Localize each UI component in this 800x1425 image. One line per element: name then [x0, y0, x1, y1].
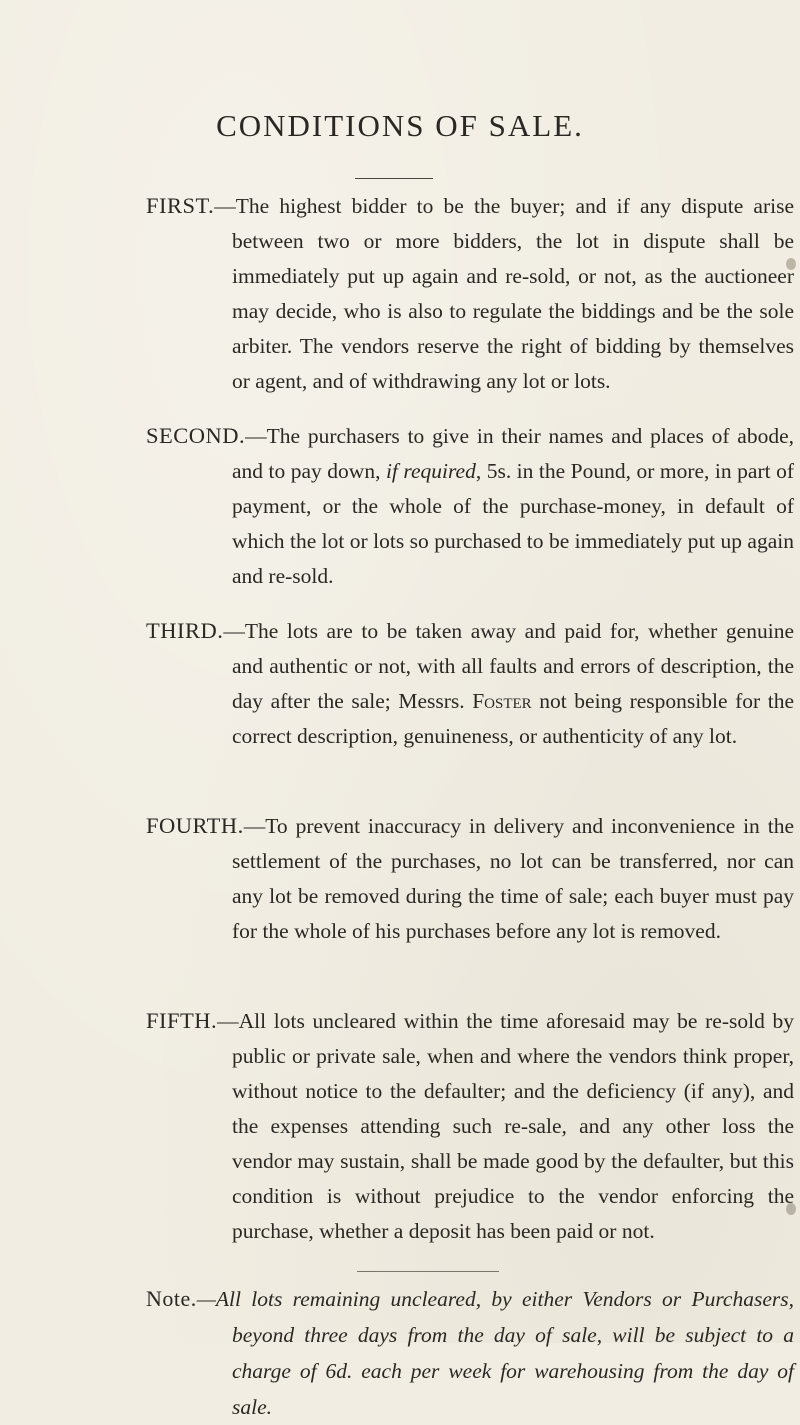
condition-fourth	[146, 808, 794, 949]
condition-third	[146, 613, 794, 754]
condition-lead: FIFTH.	[146, 1008, 218, 1033]
condition-second	[146, 418, 794, 594]
condition-text: —All lots uncleared within the time aforesaid may be re-sold by public or private sale, when and where the vendors think proper, without notice to the defaulter; and the deficiency (if any), and the expenses attending such re-sale, and any other loss the vendor may sustain, shall be made good by the defaulter, but this condition is without prejudice to the vendor enforcing the purchase, whether a deposit has been paid or not.	[217, 1009, 794, 1243]
condition-lead: SECOND.	[146, 423, 246, 448]
condition-text: —The highest bidder to be the buyer; and if any dispute arise between two or more bidders, the lot in dispute shall be immediately put up again and re-sold, or not, as the auctioneer may decide, who is also to regulate the biddings and be the sole arbiter. The vendors reserve the right of bidding by themselves or agent, and of withdrawing any lot or lots.	[214, 194, 794, 393]
condition-lead: THIRD.	[146, 618, 224, 643]
condition-lead: FIRST.	[146, 193, 215, 218]
condition-text: —To prevent inaccuracy in delivery and inconvenience in the settlement of the purchases, no lot can be transferred, nor can any lot be removed during the time of sale; each buyer must pay for the whole of his purchases before any lot is removed.	[232, 814, 794, 943]
condition-fifth	[146, 1003, 794, 1249]
condition-text: —The lots are to be taken away and paid for, whether genuine and authentic or not, with all faults and errors of description, the day after the sale; Messrs.	[223, 619, 794, 713]
note-separator	[357, 1271, 499, 1272]
note-paragraph	[146, 1281, 794, 1425]
title-underline	[355, 178, 433, 179]
note-lead: Note.	[146, 1286, 197, 1311]
auctioneer-name: Foster	[472, 689, 532, 713]
condition-lead: FOURTH.	[146, 813, 244, 838]
margin-spot	[786, 258, 796, 270]
condition-italic-text: if required	[385, 459, 476, 483]
margin-spot	[786, 1203, 796, 1215]
note-text: —All lots remaining uncleared, by either Vendors or Purchasers, beyond three days from the day of sale, will be subject to a charge of 6d. each per week for warehousing from the day of sale.	[196, 1287, 794, 1419]
page-title: CONDITIONS OF SALE.	[216, 108, 584, 143]
condition-first	[146, 188, 794, 399]
condition-text: not being responsible for the correct description, genuineness, or authenticity of any lot.	[232, 689, 794, 748]
condition-text: , 5s. in the Pound, or more, in part of payment, or the whole of the purchase-money, in default of which the lot or lots so purchased to be immediately put up again and re-sold.	[232, 459, 794, 588]
condition-text: —The purchasers to give in their names and places of abode, and to pay down,	[232, 424, 794, 483]
